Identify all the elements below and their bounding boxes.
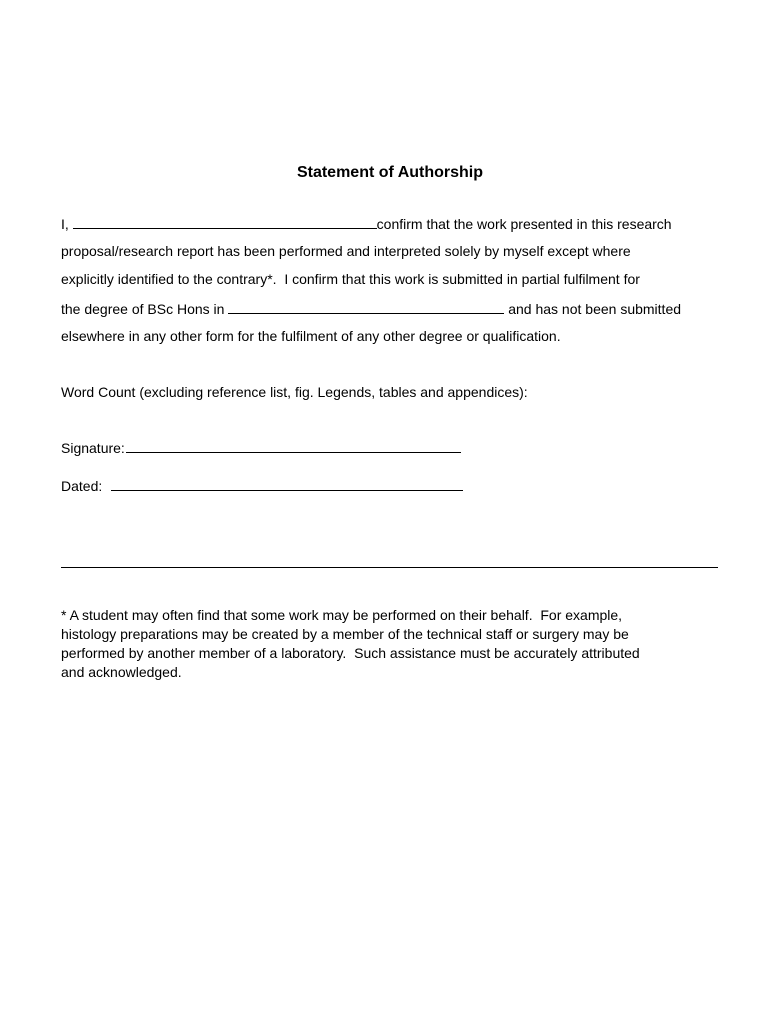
degree-label: the degree of BSc Hons in — [61, 301, 229, 317]
word-count-label: Word Count (excluding reference list, fig. Legends, tables and appendices): — [61, 384, 528, 400]
footnote-line-1: * A student may often find that some work may be performed on their behalf. For example, — [61, 607, 623, 623]
statement-line-3: explicitly identified to the contrary*. I confirm that this work is submitted in partial fulfilment for — [61, 271, 640, 287]
footnote-line-4: and acknowledged. — [61, 664, 182, 680]
footnote — [61, 606, 721, 682]
signature-blank[interactable] — [126, 438, 461, 453]
statement-line-4 — [61, 299, 681, 318]
name-blank[interactable] — [73, 214, 377, 229]
degree-blank[interactable] — [228, 299, 504, 314]
statement-line-1-text: confirm that the work presented in this research — [376, 216, 672, 232]
dated-label: Dated: — [61, 478, 103, 494]
statement-line-5: elsewhere in any other form for the fulfilment of any other degree or qualification. — [61, 328, 561, 344]
date-blank[interactable] — [111, 476, 463, 491]
dated-row — [61, 476, 463, 495]
document-title: Statement of Authorship — [296, 164, 484, 181]
footnote-divider — [61, 567, 718, 568]
signature-row — [61, 438, 461, 457]
statement-line-1 — [61, 214, 672, 233]
signature-label: Signature: — [61, 440, 125, 456]
statement-line-2: proposal/research report has been performed and interpreted solely by myself except where — [61, 243, 631, 259]
statement-prefix: I, — [61, 216, 73, 232]
statement-line-4-text: and has not been submitted — [504, 301, 682, 317]
footnote-line-3: performed by another member of a laboratory. Such assistance must be accurately attributed — [61, 645, 640, 661]
footnote-line-2: histology preparations may be created by a member of the technical staff or surgery may be — [61, 626, 629, 642]
